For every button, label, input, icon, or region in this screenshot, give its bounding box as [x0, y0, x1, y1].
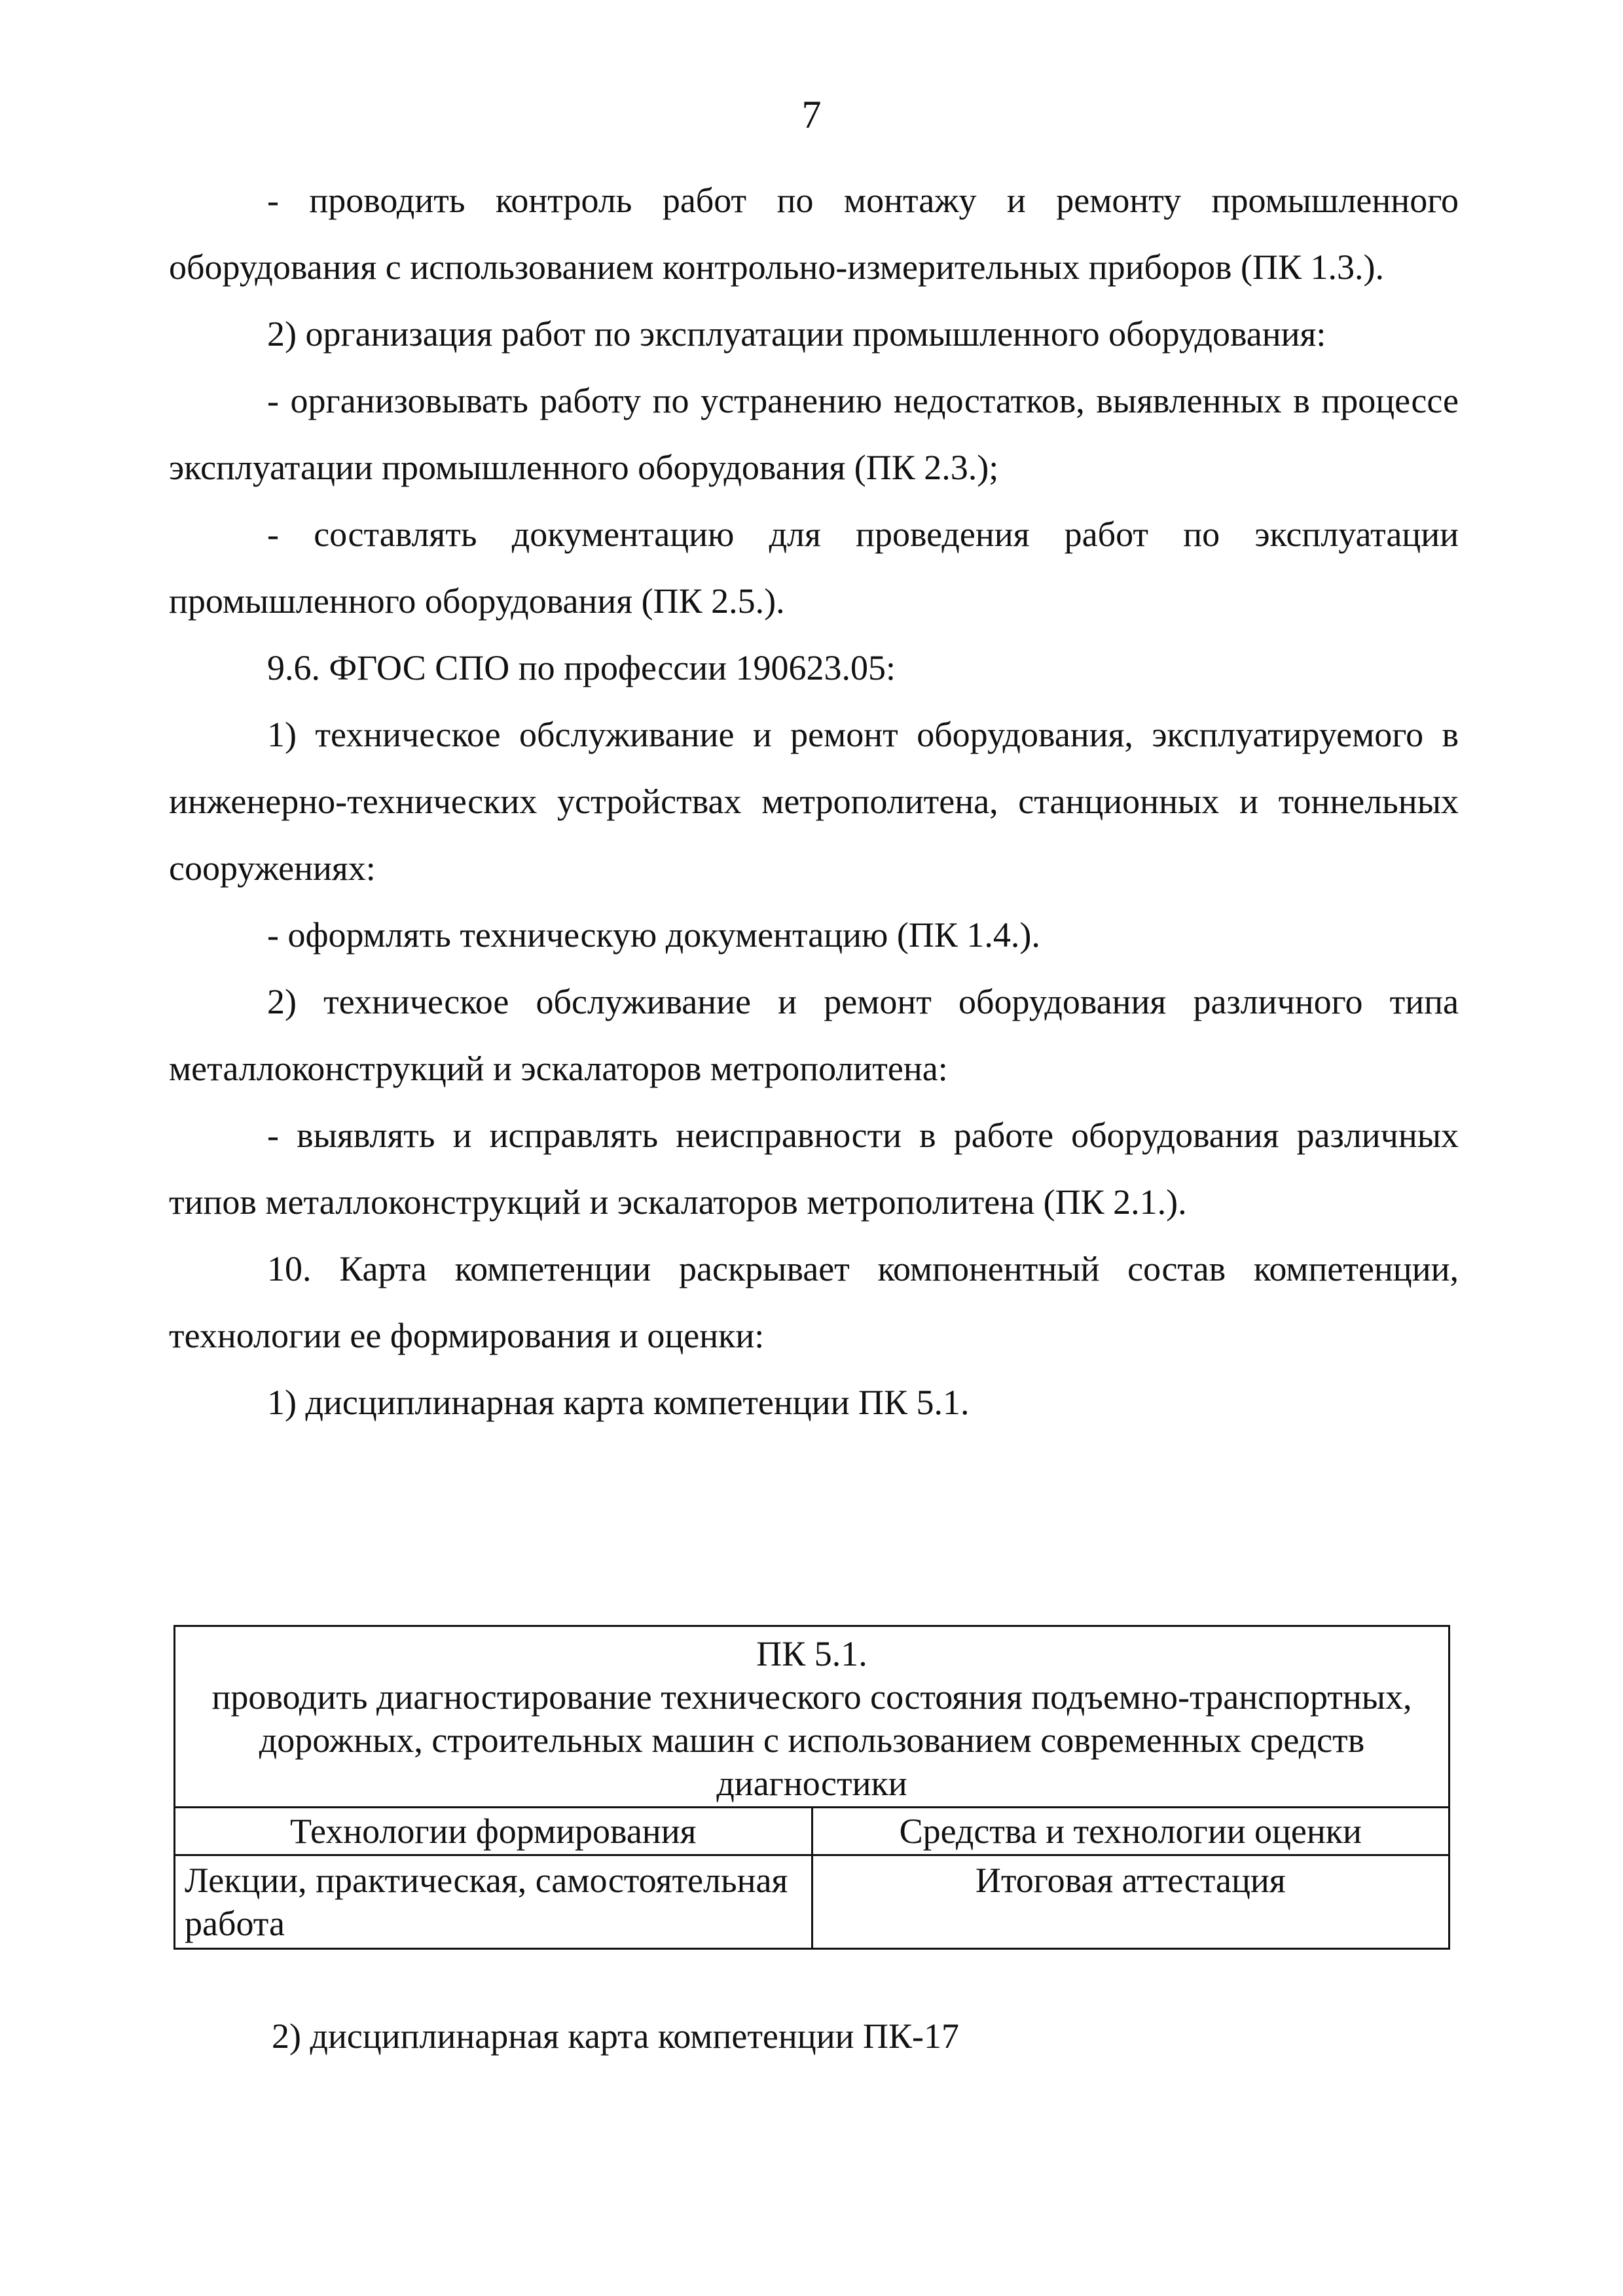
paragraph-tech-documentation: - оформлять техническую документацию (ПК 1.4.). [267, 915, 1040, 955]
competency-description: проводить диагностирование технического состояния подъемно-транспортных, дорожных, строительных машин с использованием современных средств диагностики [211, 1677, 1412, 1803]
paragraph-fgos-heading: 9.6. ФГОС СПО по профессии 190623.05: [267, 648, 896, 687]
competency-heading-cell [175, 1626, 1450, 1808]
formation-value-cell: Лекции, практическая, самостоятельная работа [175, 1855, 812, 1949]
paragraph-competency-card: 10. Карта компетенции раскрывает компонентный состав компетенции, технологии ее формирования и оценки: [169, 1249, 1459, 1355]
paragraph-control-works: - проводить контроль работ по монтажу и ремонту промышленного оборудования с использованием контрольно-измерительных приборов (ПК 1.3.). [169, 181, 1459, 287]
table-header-row [175, 1626, 1450, 1808]
assessment-value-cell: Итоговая аттестация [812, 1855, 1450, 1949]
page-number: 7 [801, 93, 822, 136]
paragraph-card-pk51: 1) дисциплинарная карта компетенции ПК 5.1. [267, 1383, 970, 1422]
paragraph-documentation: - составлять документацию для проведения работ по эксплуатации промышленного оборудования (ПК 2.5.). [169, 515, 1459, 621]
competency-card-table [173, 1625, 1450, 1950]
paragraph-fix-deficiencies: - организовывать работу по устранению недостатков, выявленных в процессе эксплуатации промышленного оборудования (ПК 2.3.); [169, 381, 1459, 487]
formation-column-header: Технологии формирования [175, 1808, 812, 1855]
paragraph-metro-maintenance: 1) техническое обслуживание и ремонт оборудования, эксплуатируемого в инженерно-технических устройствах метрополитена, станционных и тоннельных сооружениях: [169, 715, 1459, 888]
document-body [169, 167, 1459, 1436]
competency-code: ПК 5.1. [756, 1634, 867, 1673]
assessment-column-header: Средства и технологии оценки [812, 1808, 1450, 1855]
table-row [175, 1855, 1450, 1949]
paragraph-escalator-maintenance: 2) техническое обслуживание и ремонт оборудования различного типа металлоконструкций и эскалаторов метрополитена: [169, 982, 1459, 1088]
paragraph-fix-faults: - выявлять и исправлять неисправности в работе оборудования различных типов металлоконструкций и эскалаторов метрополитена (ПК 2.1.). [169, 1116, 1459, 1222]
paragraph-operation-organization: 2) организация работ по эксплуатации промышленного оборудования: [267, 314, 1326, 354]
table-column-headers [175, 1808, 1450, 1855]
paragraph-card-pk17: 2) дисциплинарная карта компетенции ПК-17 [272, 2016, 959, 2056]
